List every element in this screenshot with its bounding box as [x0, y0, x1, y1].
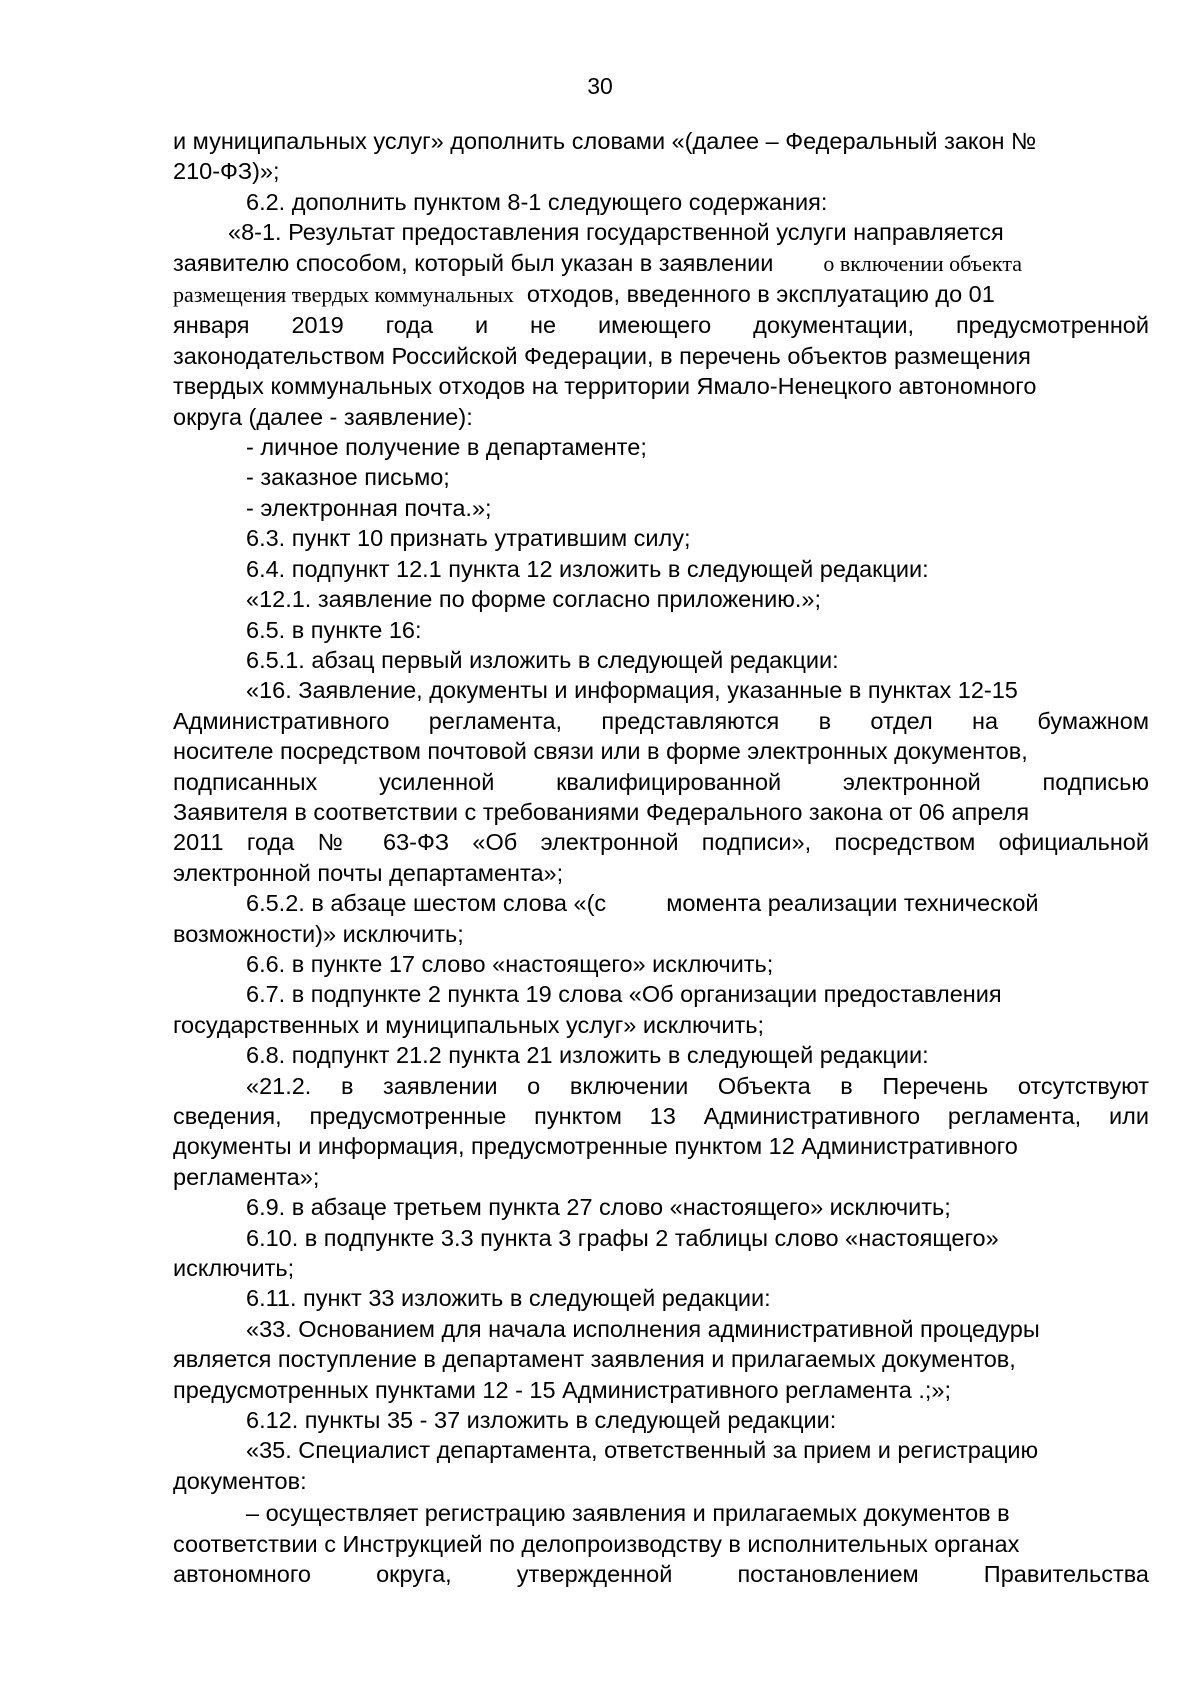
text-line: твердых коммунальных отходов на территории Ямало-Ненецкого автономного — [173, 373, 1037, 400]
item-33-quote-line: «33. Основанием для начала исполнения административной процедуры — [246, 1315, 1040, 1342]
page-number: 30 — [587, 73, 613, 99]
item-6-12: 6.12. пункты 35 - 37 изложить в следующей редакции: — [246, 1407, 837, 1434]
text-line-justified: января 2019 года и не имеющего документации, предусмотренной — [173, 312, 1149, 339]
text-line: документы и информация, предусмотренные пунктом 12 Административного — [173, 1133, 1018, 1160]
item-6-9: 6.9. в абзаце третьем пункта 27 слово «настоящего» исключить; — [246, 1194, 951, 1221]
item-8-1-quote — [173, 217, 1149, 310]
list-item: - личное получение в департаменте; — [246, 434, 647, 461]
text-line: заявителю способом, который был указан в заявлении — [173, 249, 774, 276]
list-item: - электронная почта.»; — [246, 494, 492, 521]
text-line: момента реализации технической — [666, 890, 1039, 917]
text-line: регламента»; — [173, 1163, 320, 1190]
item-6-6: 6.6. в пункте 17 слово «настоящего» исключить; — [246, 950, 774, 977]
text-line: предусмотренных пунктами 12 - 15 Административного регламента .;»; — [173, 1376, 952, 1403]
document-body — [173, 126, 1149, 1590]
text-line: исключить; — [173, 1255, 295, 1282]
item-6-5-2 — [173, 888, 1149, 918]
item-6-7: 6.7. в подпункте 2 пункта 19 слова «Об организации предоставления — [246, 981, 1002, 1008]
item-6-10: 6.10. в подпункте 3.3 пункта 3 графы 2 таблицы слово «настоящего» — [246, 1224, 999, 1251]
text-line-justified: 2011 года № 63-ФЗ «Об электронной подписи», посредством официальной — [173, 829, 1149, 856]
text-line: государственных и муниципальных услуг» исключить; — [173, 1011, 765, 1038]
item-6-5-1: 6.5.1. абзац первый изложить в следующей редакции: — [246, 646, 839, 673]
item-registration-line: – осуществляет регистрацию заявления и прилагаемых документов в — [246, 1500, 1010, 1527]
text-line: электронной почты департамента»; — [173, 859, 564, 886]
text-line: является поступление в департамент заявления и прилагаемых документов, — [173, 1346, 1016, 1373]
text-line: возможности)» исключить; — [173, 920, 464, 947]
item-6-2: 6.2. дополнить пунктом 8-1 следующего содержания: — [246, 188, 828, 215]
item-21-2-quote-line: «21.2. в заявлении о включении Объекта в Перечень отсутствуют — [246, 1072, 1149, 1099]
text-line: «8-1. Результат предоставления государственной услуги направляется — [228, 219, 1004, 246]
text-line: носителе посредством почтовой связи или в форме электронных документов, — [173, 738, 1028, 765]
list-item: - заказное письмо; — [246, 464, 450, 491]
item-16-quote-line: «16. Заявление, документы и информация, указанные в пунктах 12-15 — [246, 677, 1018, 704]
item-6-5: 6.5. в пункте 16: — [246, 616, 422, 643]
text-line-justified: автономного округа, утвержденной постановлением Правительства — [173, 1561, 1149, 1588]
item-6-4: 6.4. подпункт 12.1 пункта 12 изложить в следующей редакции: — [246, 555, 929, 582]
text-line: и муниципальных услуг» дополнить словами «(далее – Федеральный закон № — [173, 128, 1037, 154]
item-6-8: 6.8. подпункт 21.2 пункта 21 изложить в следующей редакции: — [246, 1042, 929, 1069]
text-line: 210-ФЗ)»; — [173, 158, 280, 185]
text-line-justified: подписанных усиленной квалифицированной электронной подписью — [173, 768, 1149, 795]
text-line: документов: — [173, 1467, 307, 1494]
text-line-serif: о включении объекта — [823, 250, 1022, 276]
item-35-quote-line: «35. Специалист департамента, ответственный за прием и регистрацию — [246, 1437, 1039, 1464]
text-line: соответствии с Инструкцией по делопроизводству в исполнительных органах — [173, 1530, 1020, 1557]
text-line: округа (далее - заявление): — [173, 403, 473, 430]
text-line-justified: Административного регламента, представляются в отдел на бумажном — [173, 707, 1149, 734]
text-line: 6.5.2. в абзаце шестом слова «(с — [246, 890, 607, 917]
item-12-1-quote: «12.1. заявление по форме согласно приложению.»; — [246, 586, 822, 613]
text-line: Заявителя в соответствии с требованиями Федерального закона от 06 апреля — [173, 798, 1030, 825]
item-6-11: 6.11. пункт 33 изложить в следующей редакции: — [246, 1285, 771, 1312]
item-6-3: 6.3. пункт 10 признать утратившим силу; — [246, 525, 691, 552]
text-line-serif: размещения твердых коммунальных — [173, 282, 514, 308]
text-line: законодательством Российской Федерации, в перечень объектов размещения — [173, 342, 1031, 369]
text-line: отходов, введенного в эксплуатацию до 01 — [526, 281, 995, 308]
text-line-justified: сведения, предусмотренные пунктом 13 Административного регламента, или — [173, 1103, 1149, 1129]
paragraph-amend-210fz — [173, 126, 1149, 187]
